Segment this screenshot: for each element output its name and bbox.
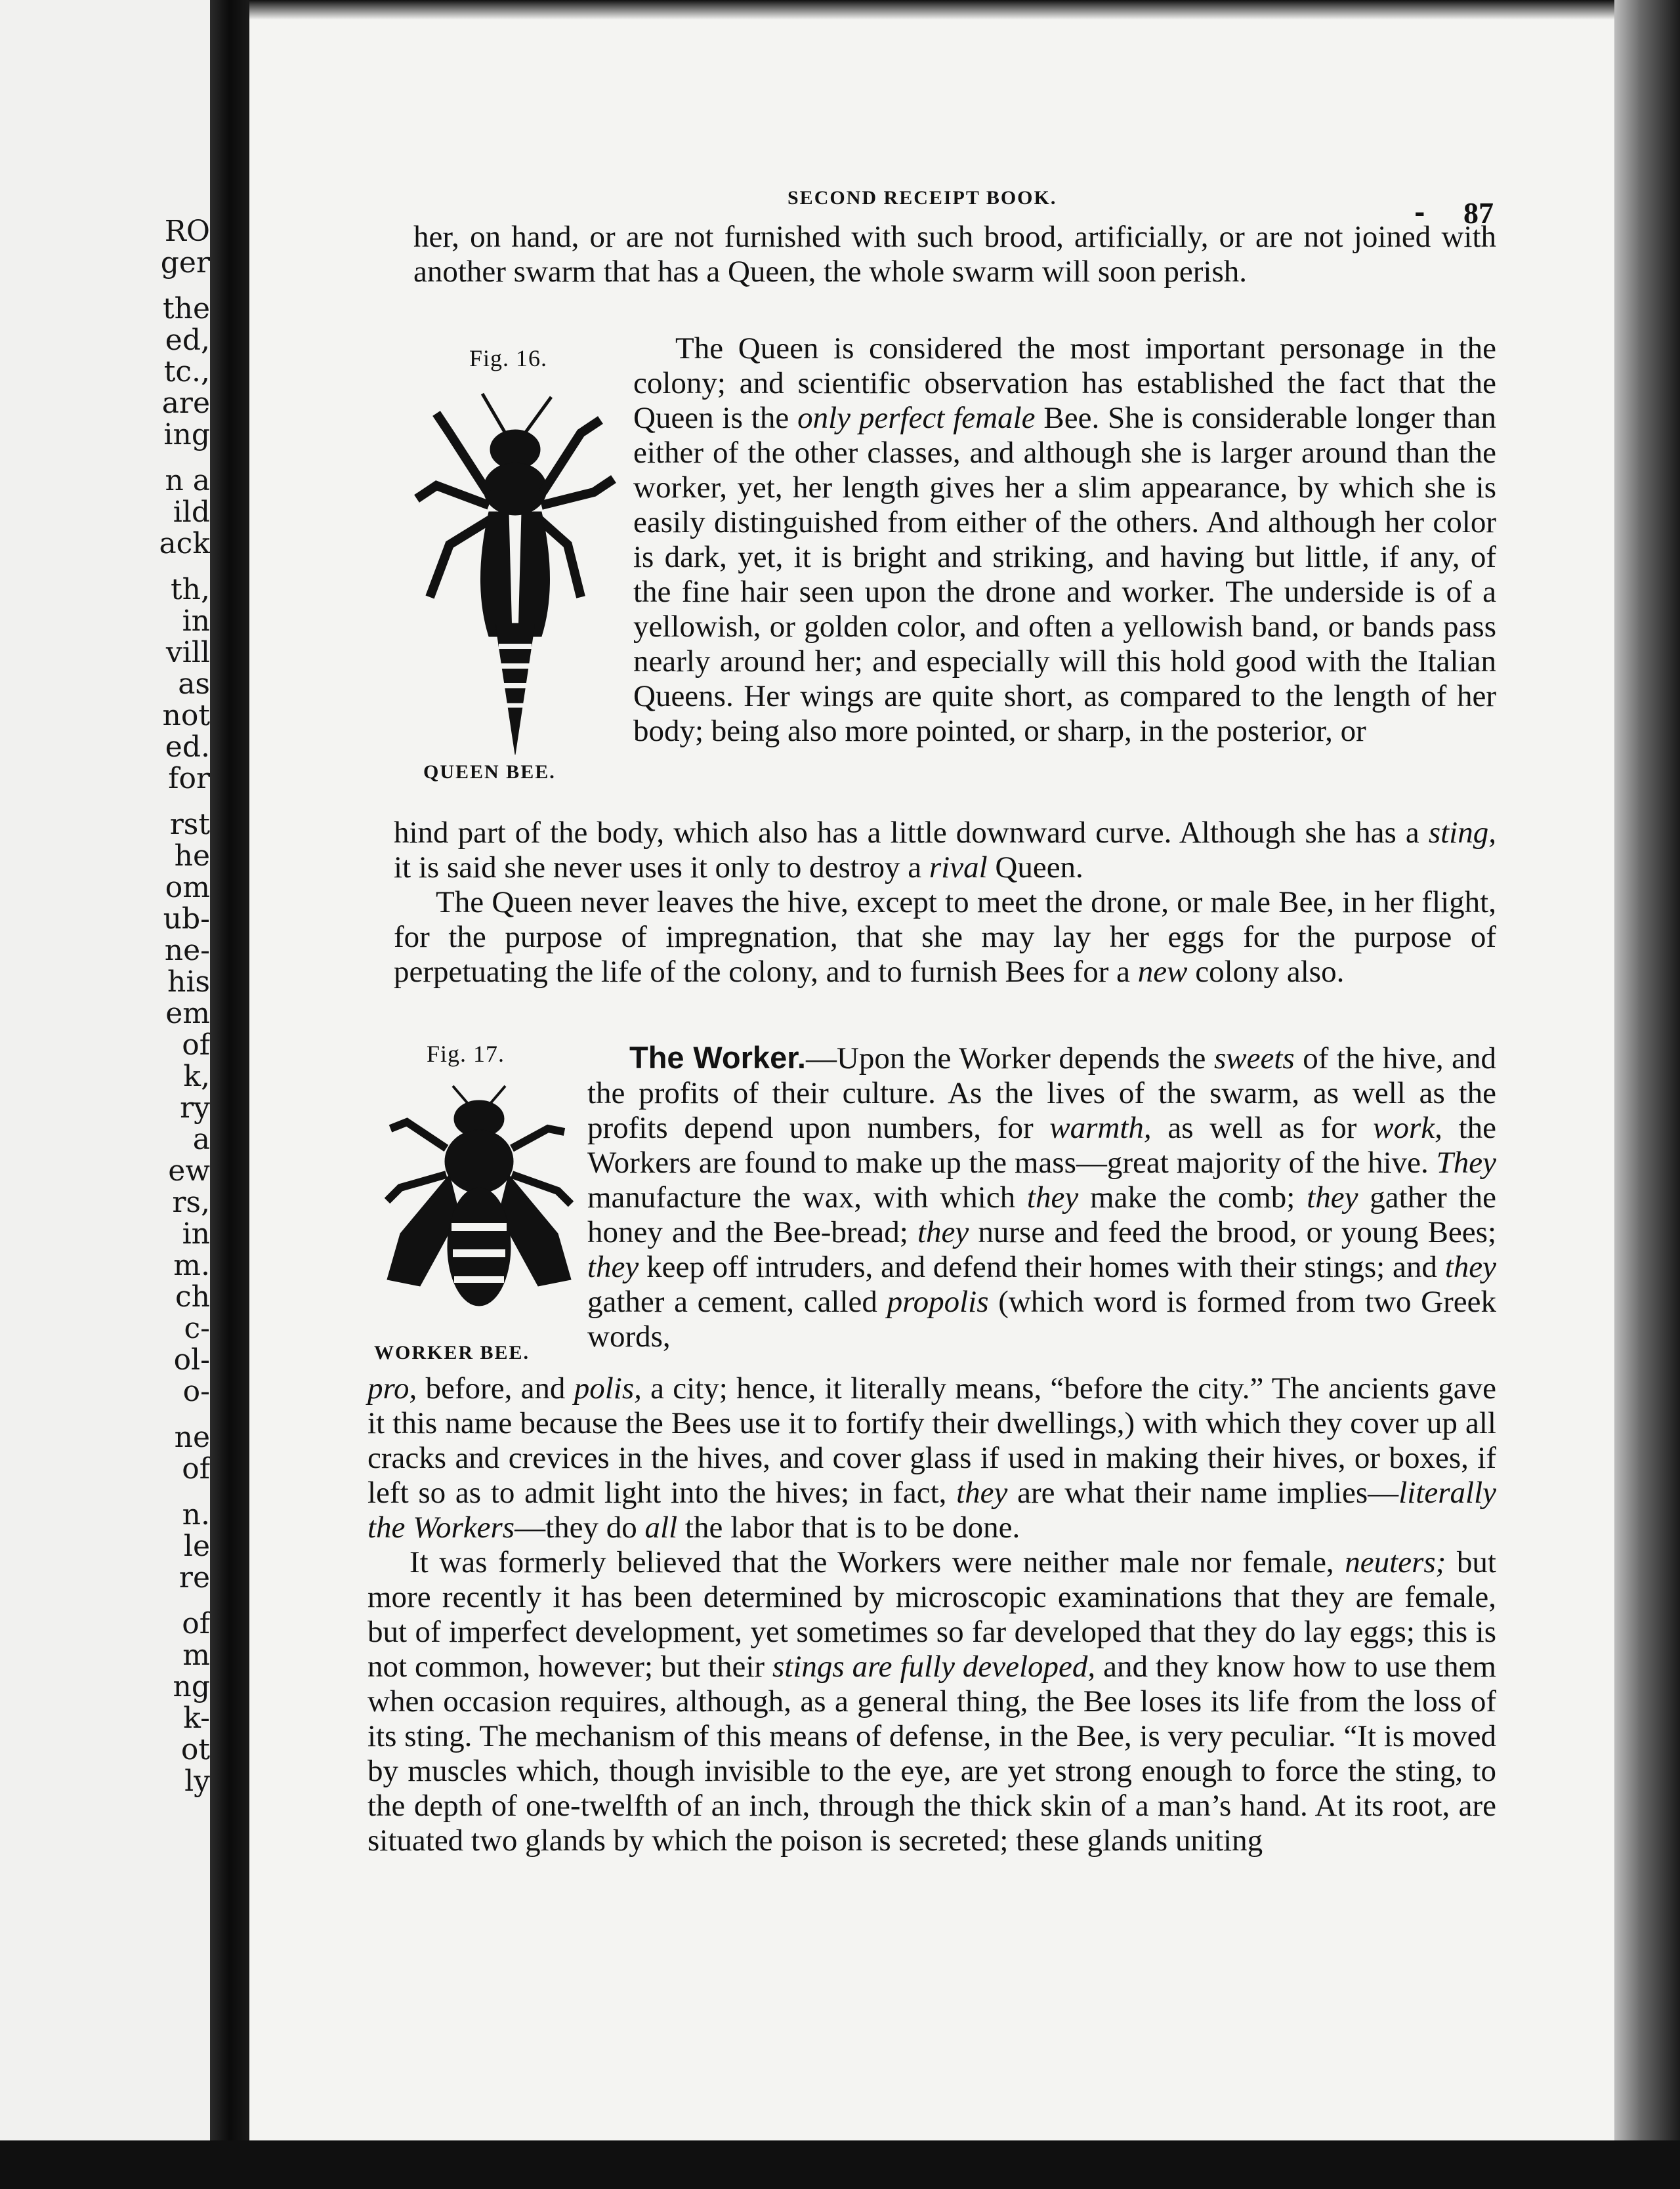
left-page-fragment: om bbox=[165, 871, 210, 904]
left-page-fragment: re bbox=[178, 1561, 210, 1595]
queen-paragraph-2: The Queen never leaves the hive, except to meet the drone, or male Bee, in her flight, for the purpose of impregnation, that she may lay her eggs for the purpose of perpetuating the life of the colony, and to furnish Bees for a new colony also. bbox=[394, 885, 1496, 989]
left-page-fragment: a bbox=[192, 1123, 210, 1156]
left-page-fragment: c- bbox=[184, 1312, 210, 1345]
left-page-fragment: ly bbox=[184, 1764, 210, 1798]
left-page-fragment: his bbox=[167, 965, 210, 999]
left-page-fragment: n. bbox=[182, 1498, 210, 1532]
left-page-fragment: of bbox=[182, 1028, 210, 1062]
left-page-fragment: ne bbox=[174, 1421, 210, 1454]
left-page-fragment: not bbox=[162, 699, 210, 732]
page-number: 87 bbox=[1463, 196, 1494, 230]
final-paragraph: It was formerly believed that the Workers were neither male nor female, neuters; but more recently it has been determined by microscopic examinations that they are female, but of imperfect development, yet sometimes so far developed that they do lay eggs; this is not common, however; but their stings are fully developed, and they know how to use them when occasion requires, although, as a general thing, the Bee loses its life from the loss of its sting. The mechanism of this means of defense, in the Bee, is very peculiar. “It is moved by muscles which, though invisible to the eye, are yet strong enough to force the sting, to the depth of one-twelfth of an inch, through the thick skin of a man’s hand. At its root, are situated two glands by which the poison is secreted; these glands uniting bbox=[368, 1545, 1496, 1858]
left-page-fragment: rst bbox=[169, 808, 210, 841]
left-page-fragment: are bbox=[161, 386, 210, 420]
left-page-fragment: ing bbox=[163, 418, 210, 451]
left-page-fragment: in bbox=[182, 1217, 210, 1251]
left-page-fragment: n a bbox=[165, 464, 210, 497]
left-page-fragment: th, bbox=[170, 573, 210, 606]
left-page-fragment: ack bbox=[159, 527, 210, 560]
figure-16-caption: QUEEN BEE. bbox=[423, 761, 556, 783]
left-page-fragment: he bbox=[174, 839, 210, 873]
left-page-fragment: of bbox=[182, 1607, 210, 1640]
left-page-fragment: o- bbox=[182, 1375, 210, 1408]
left-page-fragment: ol- bbox=[173, 1343, 210, 1377]
right-edge-shadow bbox=[1614, 0, 1680, 2189]
left-page-fragment: k, bbox=[183, 1060, 210, 1093]
left-page-fragment: k- bbox=[183, 1701, 210, 1735]
worker-paragraph-continued: pro, before, and polis, a city; hence, it literally means, “before the city.” The ancients gave it this name because the Bees use it to fortify their dwellings,) with which they cover up all cracks and crevices in the hives, and cover glass if used in making their hives, or boxes, if left so as to admit light into the hives; in fact, they are what their name implies—literally the Workers—they do all the labor that is to be done. It was formerly believed that the Workers were neither male nor female, neuters; but more recently it has been determined by microscopic examinations that they are female, but of imperfect development, yet sometimes so far developed that they do lay eggs; this is not common, however; but their stings are fully developed, and they know how to use them when occasion requires, although, as a general thing, the Bee loses its life from the loss of its sting. The mechanism of this means of defense, in the Bee, is very peculiar. “It is moved by muscles which, though invisible to the eye, are yet strong enough to force the sting, to the depth of one-twelfth of an inch, through the thick skin of a man’s hand. At its root, are situated two glands by which the poison is secreted; these glands uniting bbox=[368, 1371, 1497, 1858]
left-page-fragment: ild bbox=[173, 495, 210, 529]
queen-paragraph-continued: hind part of the body, which also has a little downward curve. Although she has a sting, it is said she never uses it only to destroy a rival Queen. The Queen never leaves the hive, except to meet the drone, or male Bee, in her flight, for the purpose of impregnation, that she may lay her eggs for the purpose of perpetuating the life of the colony, and to furnish Bees for a new colony also. bbox=[394, 816, 1496, 989]
left-page-fragment: ne- bbox=[164, 934, 210, 967]
running-head: SECOND RECEIPT BOOK. bbox=[788, 187, 1057, 209]
left-page-fragment: m. bbox=[173, 1249, 210, 1282]
left-page-fragment: RO bbox=[164, 215, 210, 248]
left-page-fragment: m bbox=[182, 1638, 210, 1672]
left-page-fragment: ed. bbox=[165, 730, 210, 764]
left-page-fragment: for bbox=[168, 762, 210, 795]
left-page-fragment: the bbox=[162, 292, 210, 325]
left-page-fragment: ger bbox=[160, 246, 210, 280]
left-page-fragment: rs, bbox=[172, 1186, 210, 1219]
queen-paragraph-wrap bbox=[633, 331, 1496, 749]
left-page-fragment: as bbox=[178, 667, 210, 701]
figure-16-label: Fig. 16. bbox=[469, 345, 548, 371]
left-page-fragment: ed, bbox=[165, 323, 210, 357]
top-edge bbox=[249, 0, 1641, 20]
intro-paragraph: her, on hand, or are not furnished with such brood, artificially, or are not joined with another swarm that has a Queen, the whole swarm will soon perish. bbox=[413, 220, 1496, 289]
left-page-fragment: of bbox=[182, 1452, 210, 1486]
queen-paragraph-1: The Queen is considered the most important personage in the colony; and scientific observation has established the fact that the Queen is the only perfect female Bee. She is considerable longer than either of the other classes, and although she is larger around than the worker, yet, her length gives her a slim appearance, by which she is easily distinguished from either of the others. And although her color is dark, yet, it is bright and striking, and having but little, if any, of the fine hair seen upon the drone and worker. The underside is of a yellowish, or golden color, and often a yellowish band, or bands pass nearly around her; and especially will this hold good with the Italian Queens. Her wings are quite short, as compared to the length of her body; being also more pointed, or sharp, in the posterior, or bbox=[633, 331, 1496, 748]
left-page-fragment: ew bbox=[168, 1154, 210, 1188]
worker-paragraph: The Worker.—Upon the Worker depends the sweets of the hive, and the profits of their culture. As the lives of the swarm, as well as the profits depend upon numbers, for warmth, as well as for work, the Workers are found to make up the mass—great majority of the hive. They manufacture the wax, with which they make the comb; they gather the honey and the Bee-bread; they nurse and feed the brood, or young Bees; they keep off intruders, and defend their homes with their stings; and they gather a cement, called propolis (which word is formed from two Greek words, bbox=[587, 1040, 1497, 1354]
left-page-fragment: in bbox=[182, 604, 210, 638]
figure-17-label: Fig. 17. bbox=[427, 1041, 505, 1067]
left-page-fragment: tc., bbox=[163, 355, 210, 388]
worker-paragraph-wrap bbox=[587, 1040, 1496, 1354]
worker-heading: The Worker. bbox=[629, 1040, 806, 1075]
left-page-fragment: vill bbox=[165, 636, 210, 669]
page-dash: - bbox=[1414, 197, 1425, 228]
worker-bee-illustration bbox=[381, 1083, 578, 1332]
left-page-fragment: ot bbox=[180, 1733, 210, 1766]
queen-bee-illustration bbox=[410, 387, 620, 755]
figure-17-caption: WORKER BEE. bbox=[374, 1342, 530, 1364]
left-page-fragment: ry bbox=[180, 1091, 210, 1125]
book-gutter bbox=[210, 0, 249, 2189]
left-page-fragment: le bbox=[183, 1530, 210, 1563]
left-page bbox=[0, 0, 217, 2152]
left-page-fragment: ub- bbox=[163, 902, 210, 936]
bottom-edge bbox=[0, 2140, 1680, 2189]
left-page-fragment: ch bbox=[175, 1280, 210, 1314]
left-page-fragment: ng bbox=[173, 1670, 210, 1703]
left-page-fragment: em bbox=[165, 997, 210, 1030]
